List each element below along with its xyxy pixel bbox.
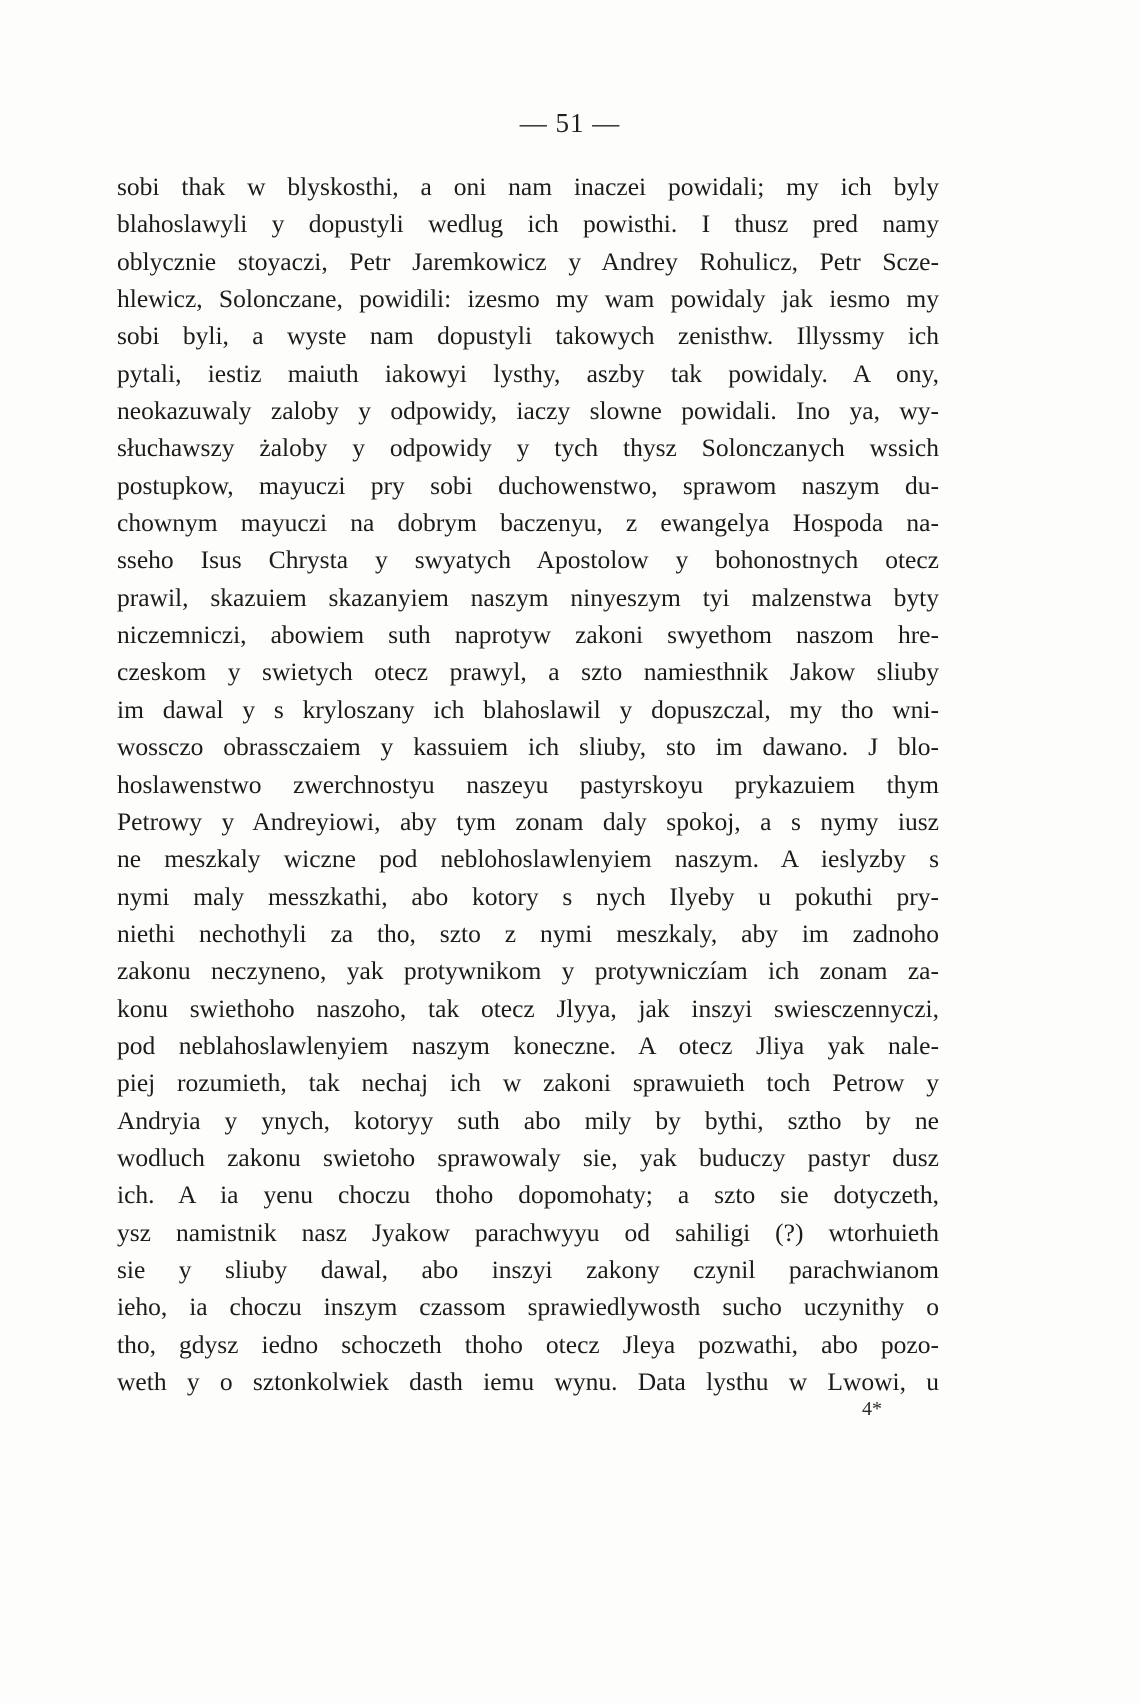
- text-line: wossczo obrassczaiem y kassuiem ich sliuby, sto im dawano. J blo-: [117, 732, 939, 762]
- text-line: słuchawszy żaloby y odpowidy y tych thysz Solonczanych wssich: [117, 433, 939, 463]
- text-line: sobi thak w blyskosthi, a oni nam inaczei powidali; my ich byly: [117, 172, 939, 201]
- text-line: sobi byli, a wyste nam dopustyli takowych zenisthw. Illyssmy ich: [117, 321, 939, 351]
- text-line: oblycznie stoyaczi, Petr Jaremkowicz y Andrey Rohulicz, Petr Scze-: [117, 246, 939, 276]
- text-line: ich. A ia yenu choczu thoho dopomohaty; a szto sie dotyczeth,: [117, 1180, 939, 1210]
- text-line: konu swiethoho naszoho, tak otecz Jlyya, jak inszyi swiesczennyczi,: [117, 993, 939, 1023]
- text-line: hoslawenstwo zwerchnostyu naszeyu pastyrskoyu prykazuiem thym: [117, 769, 939, 799]
- text-line: nymi maly messzkathi, abo kotory s nych Ilyeby u pokuthi pry-: [117, 881, 939, 911]
- text-line: blahoslawyli y dopustyli wedlug ich powisthi. I thusz pred namy: [117, 209, 939, 239]
- text-line: pytali, iestiz maiuth iakowyi lysthy, aszby tak powidaly. A ony,: [117, 358, 939, 388]
- text-line: Andryia y ynych, kotoryy suth abo mily by bythi, sztho by ne: [117, 1105, 939, 1135]
- text-line: weth y o sztonkolwiek dasth iemu wynu. Data lysthu w Lwowi, u: [117, 1367, 939, 1396]
- text-line: sie y sliuby dawal, abo inszyi zakony czynil parachwianom: [117, 1254, 939, 1284]
- text-line: im dawal y s kryloszany ich blahoslawil y dopuszczal, my tho wni-: [117, 694, 939, 724]
- text-line: Petrowy y Andreyiowi, aby tym zonam daly spokoj, a s nymy iusz: [117, 806, 939, 836]
- text-line: zakonu neczyneno, yak protywnikom y protywniczíam ich zonam za-: [117, 956, 939, 986]
- text-line: pod neblahoslawlenyiem naszym koneczne. A otecz Jliya yak nale-: [117, 1030, 939, 1060]
- text-line: czeskom y swietych otecz prawyl, a szto namiesthnik Jakow sliuby: [117, 657, 939, 687]
- text-line: sseho Isus Chrysta y swyatych Apostolow y bohonostnych otecz: [117, 545, 939, 575]
- text-line: ysz namistnik nasz Jyakow parachwyyu od sahiligi (?) wtorhuieth: [117, 1217, 939, 1247]
- text-line: niethi nechothyli za tho, szto z nymi meszkaly, aby im zadnoho: [117, 918, 939, 948]
- text-line: prawil, skazuiem skazanyiem naszym ninyeszym tyi malzenstwa byty: [117, 582, 939, 612]
- text-line: piej rozumieth, tak nechaj ich w zakoni sprawuieth toch Petrow y: [117, 1068, 939, 1098]
- text-line: postupkow, mayuczi pry sobi duchowenstwo, sprawom naszym du-: [117, 470, 939, 500]
- text-line: tho, gdysz iedno schoczeth thoho otecz Jleya pozwathi, abo pozo-: [117, 1329, 939, 1359]
- text-line: chownym mayuczi na dobrym baczenyu, z ewangelya Hospoda na-: [117, 508, 939, 538]
- text-line: ieho, ia choczu inszym czassom sprawiedlywosth sucho uczynithy o: [117, 1292, 939, 1322]
- signature-mark: 4*: [862, 1398, 882, 1420]
- text-line: ne meszkaly wiczne pod neblohoslawlenyiem naszym. A ieslyzby s: [117, 844, 939, 874]
- text-line: hlewicz, Solonczane, powidili: izesmo my wam powidaly jak iesmo my: [117, 284, 939, 314]
- text-line: neokazuwaly zaloby y odpowidy, iaczy slowne powidali. Ino ya, wy-: [117, 396, 939, 426]
- text-line: niczemniczi, abowiem suth naprotyw zakoni swyethom naszom hre-: [117, 620, 939, 650]
- body-text: [117, 168, 939, 1400]
- page-number: — 51 —: [519, 108, 621, 138]
- text-line: wodluch zakonu swietoho sprawowaly sie, yak buduczy pastyr dusz: [117, 1142, 939, 1172]
